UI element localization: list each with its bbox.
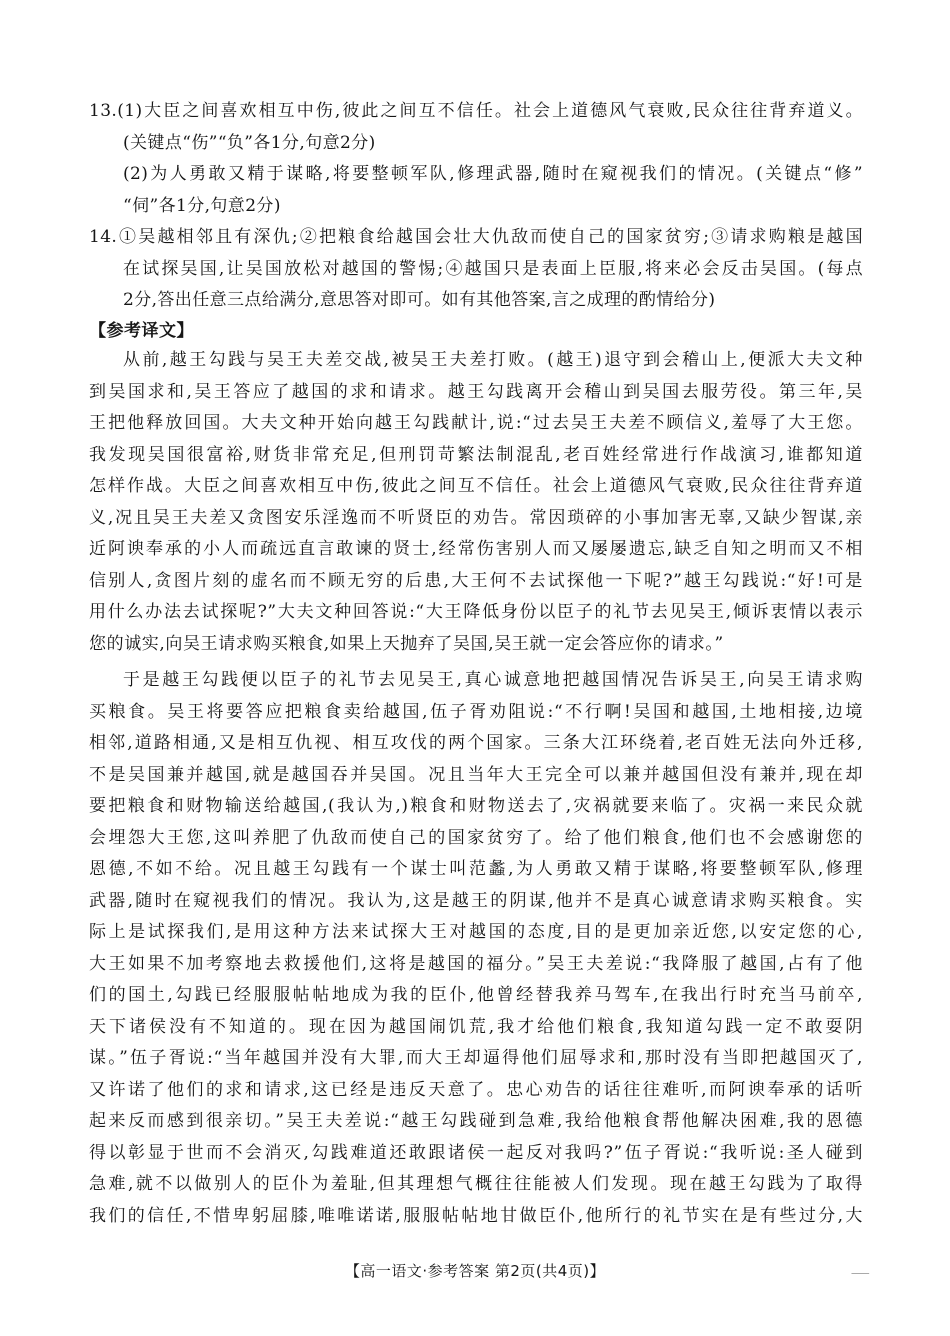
answers-section bbox=[89, 96, 863, 317]
text-line: 在试探吴国,让吴国放松对越国的警惕;④越国只是表面上臣服,将来必会反击吴国。(每点 bbox=[123, 258, 863, 279]
text-line: 义,况且吴王夫差又贪图安乐淫逸而不听贤臣的劝告。常因琐碎的小事加害无辜,又缺少智谋,亲 bbox=[89, 507, 863, 528]
text-line: (2)为人勇敢又精于谋略,将要整顿军队,修理武器,随时在窥视我们的情况。(关键点“修” bbox=[123, 164, 863, 184]
text-line: 用什么办法去试探呢?”大夫文种回答说:“大王降低身份以臣子的礼节去见吴王,倾诉衷情以表示 bbox=[89, 602, 863, 622]
text-line: 相邻,道路相通,又是相互仇视、相互攻伐的两个国家。三条大江环绕着,老百姓无法向外迁移, bbox=[89, 733, 863, 753]
text-line: 得以彰显于世而不会消灭,勾践难道还敢跟诸侯一起反对我吗?”伍子胥说:“我听说:圣人碰到 bbox=[89, 1142, 863, 1163]
text-line: 武器,随时在窥视我们的情况。我认为,这是越王的阴谋,他并不是真心诚意请求购买粮食。实 bbox=[89, 890, 863, 911]
text-line: 又许诺了他们的求和请求,这已经是违反天意了。忠心劝告的话往往难听,而阿谀奉承的话听 bbox=[89, 1079, 863, 1100]
text-line: 从前,越王勾践与吴王夫差交战,被吴王夫差打败。(越王)退守到会稽山上,便派大夫文种 bbox=[123, 350, 863, 370]
text-line: 买粮食。吴王将要答应把粮食卖给越国,伍子胥劝阻说:“不行啊!吴国和越国,土地相接,边境 bbox=[89, 701, 863, 722]
text-line: 近阿谀奉承的小人而疏远直言敢谏的贤士,经常伤害别人而又屡屡遗忘,缺乏自知之明而又不相 bbox=[89, 539, 863, 559]
text-line: 2分,答出任意三点给满分,意思答对即可。如有其他答案,言之成理的酌情给分) bbox=[123, 290, 716, 310]
translation-section bbox=[89, 345, 863, 1232]
text-line: “伺”各1分,句意2分) bbox=[123, 195, 281, 216]
text-line: 谋。”伍子胥说:“当年越国并没有大罪,而大王却逼得他们屈辱求和,那时没有当即把越国灭了, bbox=[89, 1048, 863, 1068]
text-line: 大王如果不加考察地去救援他们,这将是越国的福分。”吴王夫差说:“我降服了越国,占有了他 bbox=[89, 953, 863, 974]
text-line: 您的诚实,向吴王请求购买粮食,如果上天抛弃了吴国,吴王就一定会答应你的请求。” bbox=[89, 633, 724, 654]
text-line: (关键点“伤”“负”各1分,句意2分) bbox=[123, 132, 376, 153]
text-line: 恩德,不如不给。况且越王勾践有一个谋士叫范蠡,为人勇敢又精于谋略,将要整顿军队,修理 bbox=[89, 859, 863, 879]
text-line: 际上是试探我们,是用这种方法来试探大王对越国的态度,目的是更加亲近您,以安定您的心, bbox=[89, 922, 863, 942]
text-line: 会埋怨大王您,这叫养肥了仇敌而使自己的国家贫穷了。给了他们粮食,他们也不会感谢您的 bbox=[89, 827, 863, 848]
text-line: 不是吴国兼并越国,就是越国吞并吴国。况且当年大王完全可以兼并越国但没有兼并,现在却 bbox=[89, 764, 863, 785]
text-line: 起来反而感到很亲切。”吴王夫差说:“越王勾践碰到急难,我给他粮食帮他解决困难,我的恩德 bbox=[89, 1111, 863, 1131]
text-line: 天下诸侯没有不知道的。现在因为越国闹饥荒,我才给他们粮食,我知道勾践一定不敢耍阴 bbox=[89, 1016, 863, 1037]
translation-heading: 【参考译文】 bbox=[89, 321, 194, 341]
text-line: 怎样作战。大臣之间喜欢相互中伤,彼此之间互不信任。社会上道德风气衰败,民众往往背弃道 bbox=[89, 476, 863, 496]
footer-mark: ⸺ bbox=[851, 1266, 870, 1279]
text-line: 到吴国求和,吴王答应了越国的求和请求。越王勾践离开会稽山到吴国去服劳役。第三年,吴 bbox=[89, 381, 863, 402]
text-line: 我们的信任,不惜卑躬屈膝,唯唯诺诺,服服帖帖地甘做臣仆,他所行的礼节实在是有些过分,大 bbox=[89, 1205, 863, 1226]
translation-paragraph-2 bbox=[89, 665, 863, 1232]
text-line: 急难,就不以做别人的臣仆为羞耻,但其理想气概往往能被人们发现。现在越王勾践为了取得 bbox=[89, 1174, 863, 1194]
page-footer: 【高一语文·参考答案 第2页(共4页)】 bbox=[344, 1262, 606, 1280]
text-line: 我发现吴国很富裕,财货非常充足,但刑罚苛繁法制混乱,老百姓经常进行作战演习,谁都知道 bbox=[89, 444, 863, 465]
translation-paragraph-1 bbox=[89, 345, 863, 660]
text-line: 13.(1)大臣之间喜欢相互中伤,彼此之间互不信任。社会上道德风气衰败,民众往往背弃道义。 bbox=[89, 101, 863, 121]
text-line: 于是越王勾践便以臣子的礼节去见吴王,真心诚意地把越国情况告诉吴王,向吴王请求购 bbox=[123, 670, 863, 690]
text-line: 信别人,贪图片刻的虚名而不顾无穷的后患,大王何不去试探他一下呢?”越王勾践说:“好!可是 bbox=[89, 570, 863, 591]
text-line: 要把粮食和财物输送给越国,(我认为,)粮食和财物送去了,灾祸就要来临了。灾祸一来民众就 bbox=[89, 796, 863, 816]
text-line: 王把他释放回国。大夫文种开始向越王勾践献计,说:“过去吴王夫差不顾信义,羞辱了大王您。 bbox=[89, 413, 863, 433]
text-line: 14.①吴越相邻且有深仇;②把粮食给越国会壮大仇敌而使自己的国家贫穷;③请求购粮是越国 bbox=[89, 227, 863, 247]
text-line: 们的国土,勾践已经服服帖帖地成为我的臣仆,他曾经替我养马驾车,在我出行时充当马前卒, bbox=[89, 985, 863, 1005]
